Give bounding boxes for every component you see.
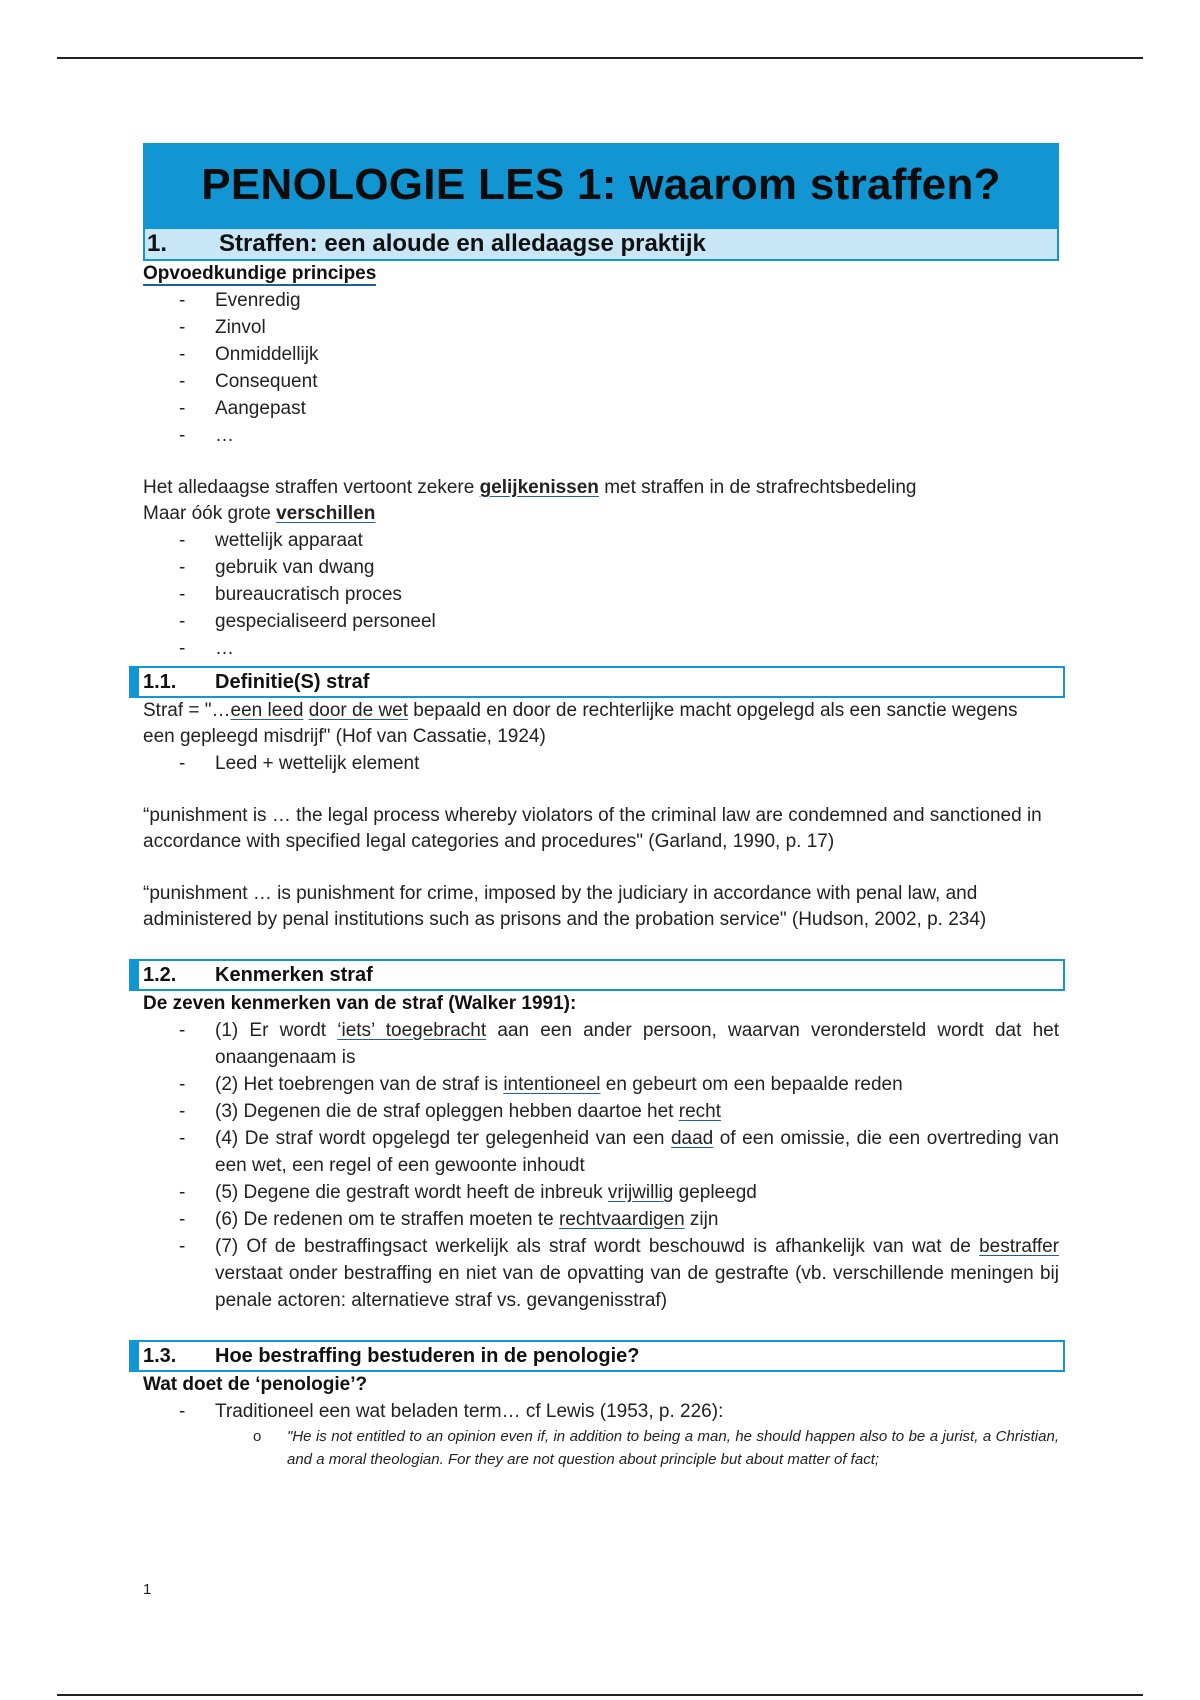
definition-line-2: een gepleegd misdrijf" (Hof van Cassatie, 1924): [143, 726, 546, 747]
list-item: - (7) Of de bestraffingsact werkelijk als straf wordt beschouwd is afhankelijk van wat de bestraffer verstaat onder bestraffing en niet van de opvatting van de gestrafte (vb. verschillende meningen bij penale actoren: alternatieve straf vs. gevangenisstraf): [143, 1233, 1059, 1314]
list-item: - (2) Het toebrengen van de straf is intentioneel en gebeurt om een bepaalde reden: [143, 1071, 1059, 1098]
section-number: 1.3.: [143, 1344, 177, 1367]
page-number: 1: [143, 1581, 152, 1598]
list-item: - …: [143, 635, 1059, 662]
principles-list: [143, 287, 1059, 449]
section-title: Definitie(S) straf: [215, 670, 370, 693]
list-item: - (3) Degenen die de straf opleggen hebben daartoe het recht: [143, 1098, 1059, 1125]
penologie-bullets: [143, 1398, 1059, 1425]
list-item: - Traditioneel een wat beladen term… cf Lewis (1953, p. 226):: [143, 1398, 1059, 1425]
characteristics-list: [143, 1017, 1059, 1314]
section-1-1-heading: [129, 666, 1065, 698]
paragraph-differences: Maar óók grote verschillen: [143, 503, 376, 524]
quote-garland: “punishment is … the legal process whereby violators of the criminal law are condemned and sanctioned in accordance with specified legal categories and procedures" (Garland, 1990, p. 17): [143, 805, 1042, 852]
paragraph-similarities: Het alledaagse straffen vertoont zekere gelijkenissen met straffen in de strafrechtsbedeling: [143, 477, 917, 498]
section-title: Kenmerken straf: [215, 963, 373, 986]
section-title: Hoe bestraffing bestuderen in de penologie?: [215, 1344, 640, 1367]
list-item: - (6) De redenen om te straffen moeten te rechtvaardigen zijn: [143, 1206, 1059, 1233]
list-item: - Zinvol: [143, 314, 1059, 341]
section-1-heading: [143, 227, 1059, 261]
subheading-walker: De zeven kenmerken van de straf (Walker 1991):: [143, 993, 577, 1014]
definition-bullets: [143, 750, 1059, 777]
section-number: 1.1.: [143, 670, 177, 693]
list-item: - (5) Degene die gestraft wordt heeft de inbreuk vrijwillig gepleegd: [143, 1179, 1059, 1206]
bottom-rule: [57, 1694, 1143, 1696]
list-item: - Consequent: [143, 368, 1059, 395]
top-rule: [57, 57, 1143, 59]
section-title: Straffen: een aloude en alledaagse praktijk: [219, 230, 706, 257]
quote-lewis: o "He is not entitled to an opinion even if, in addition to being a man, he should happen also to be a jurist, a Christian, and a moral theologian. For they are not question about principle but about matter of fact;: [143, 1425, 1059, 1471]
list-item: - Onmiddellijk: [143, 341, 1059, 368]
lewis-quote-list: [143, 1425, 1059, 1471]
definition-paragraph: Straf = "…een leed door de wet bepaald en door de rechterlijke macht opgelegd als een sanctie wegens: [143, 700, 1018, 721]
list-item: - (4) De straf wordt opgelegd ter gelegenheid van een daad of een omissie, die een overtreding van een wet, een regel of een gewoonte inhoudt: [143, 1125, 1059, 1179]
list-item: - (1) Er wordt ‘iets’ toegebracht aan een ander persoon, waarvan verondersteld wordt dat het onaangenaam is: [143, 1017, 1059, 1071]
section-number: 1.2.: [143, 963, 177, 986]
quote-hudson: “punishment … is punishment for crime, imposed by the judiciary in accordance with penal law, and administered by penal institutions such as prisons and the probation service" (Hudson, 2002, p. 234): [143, 883, 987, 930]
list-item: - …: [143, 422, 1059, 449]
document-page: [143, 143, 1059, 1471]
list-item: - Aangepast: [143, 395, 1059, 422]
section-1-3-heading: [129, 1340, 1065, 1372]
section-number: 1.: [147, 230, 168, 257]
list-item: - Leed + wettelijk element: [143, 750, 1059, 777]
document-title: PENOLOGIE LES 1: waarom straffen?: [143, 143, 1059, 227]
subheading-penologie: Wat doet de ‘penologie’?: [143, 1374, 368, 1395]
section-1-2-heading: [129, 959, 1065, 991]
list-item: - gespecialiseerd personeel: [143, 608, 1059, 635]
list-item: - wettelijk apparaat: [143, 527, 1059, 554]
list-item: - gebruik van dwang: [143, 554, 1059, 581]
differences-list: [143, 527, 1059, 662]
list-item: - bureaucratisch proces: [143, 581, 1059, 608]
list-item: - Evenredig: [143, 287, 1059, 314]
subheading-principles: Opvoedkundige principes: [143, 263, 377, 284]
